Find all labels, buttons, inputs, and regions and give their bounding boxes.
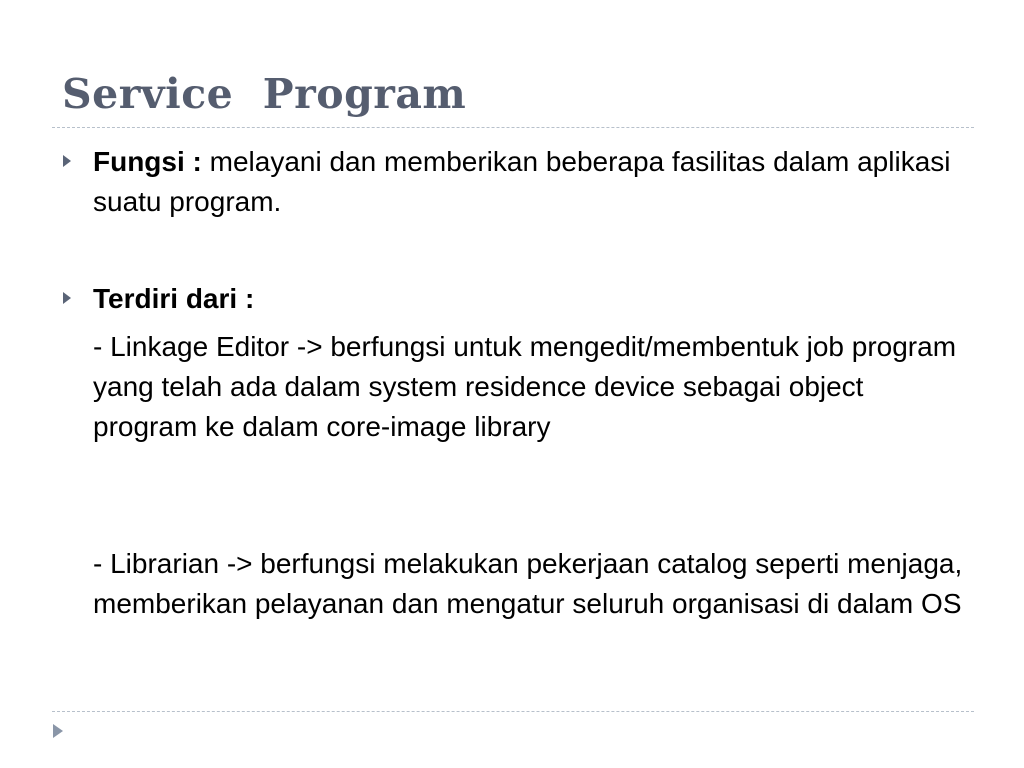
bullet-fungsi-label: Fungsi : (93, 146, 202, 177)
sub-item-linkage-editor: - Linkage Editor -> berfungsi untuk mengedit/membentuk job program yang telah ada dalam system residence device sebagai object program ke dalam core-image library (93, 331, 957, 442)
next-slide-arrow-icon[interactable] (53, 724, 63, 738)
bullet-fungsi (93, 142, 973, 222)
title-divider (52, 127, 974, 128)
bullet-terdiri-label: Terdiri dari : (93, 283, 255, 314)
sub-item-librarian: - Librarian -> berfungsi melakukan pekerjaan catalog seperti menjaga, memberikan pelayanan dan mengatur seluruh organisasi di dalam OS (93, 548, 963, 619)
slide-title: Service Program (62, 70, 467, 118)
bullet-fungsi-text: melayani dan memberikan beberapa fasilitas dalam aplikasi suatu program. (93, 146, 951, 217)
triangle-bullet-icon (63, 292, 71, 304)
triangle-bullet-icon (63, 155, 71, 167)
footer-divider (52, 711, 974, 712)
bullet-terdiri (93, 279, 973, 319)
